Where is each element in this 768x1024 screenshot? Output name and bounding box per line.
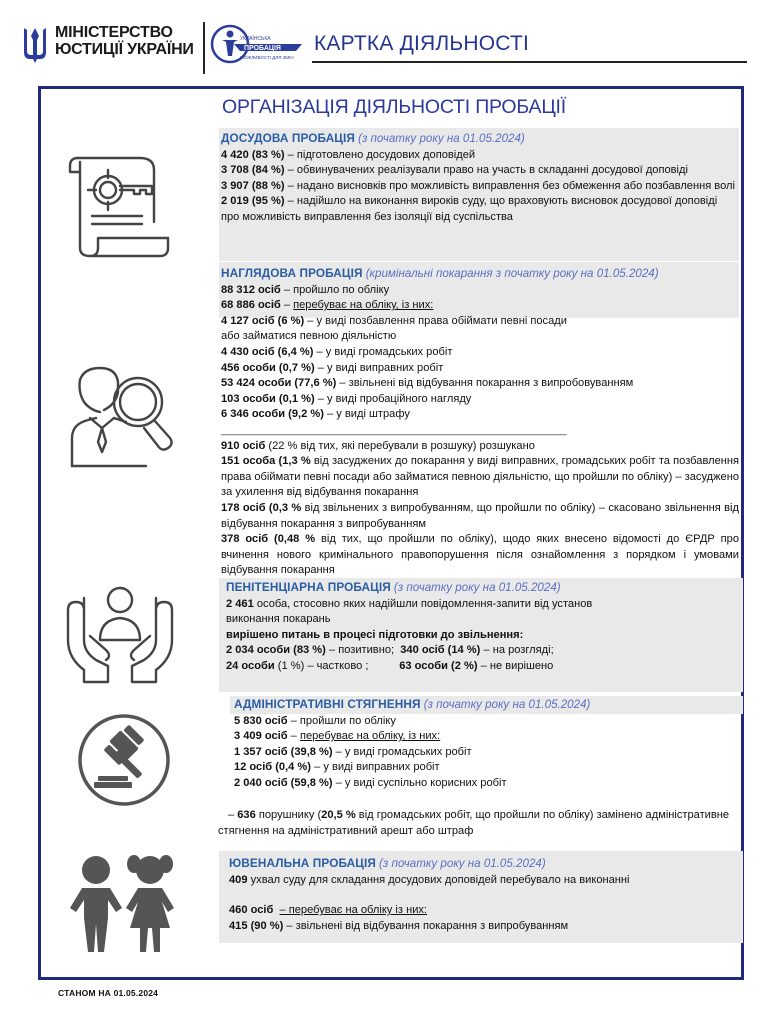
stat-value: 5 830 осіб <box>234 714 288 727</box>
gavel-icon <box>76 712 172 808</box>
list-item <box>221 439 739 455</box>
list-item <box>234 714 738 730</box>
stat-text: – у виді виправних робіт <box>311 761 440 774</box>
stat-text: – звільнені від відбування покарання з випробуванням <box>283 919 569 932</box>
pretrial-subtitle: (з початку року на 01.05.2024) <box>358 132 525 145</box>
stat-text: – у виді позбавлення права обіймати певні посади <box>304 314 567 327</box>
stat-text: – обвинувачених реалізували право на участь в складанні досудової доповіді <box>284 164 688 177</box>
magnifier-person-icon <box>66 362 178 472</box>
list-item <box>221 179 737 195</box>
as-of-date <box>58 988 158 998</box>
pretrial-heading-line <box>221 131 737 148</box>
list-item <box>221 283 739 299</box>
stat-value: 340 осіб (14 %) <box>400 644 481 657</box>
stat-text: від звільнених з випробуванням, що пройшли по обліку) – скасовано звільнення від відбування покарання з випробуванням <box>221 501 739 530</box>
header-underline <box>312 61 747 63</box>
header-divider <box>203 22 205 74</box>
list-item <box>221 501 739 532</box>
stat-text: перебуває на обліку, із них: <box>293 299 434 312</box>
supervisory-subtitle: (кримінальні покарання з початку року на 01.05.2024) <box>365 267 659 280</box>
list-item <box>221 194 737 225</box>
penitentiary-subtitle: (з початку року на 01.05.2024) <box>393 581 561 594</box>
stat-text: ухвал суду для складання досудових доповідей перебувало на виконанні <box>247 873 630 886</box>
stat-text: – надано висновків про можливість виправлення без обмеження або позбавлення волі <box>284 179 735 192</box>
penitentiary-heading-line <box>226 580 738 597</box>
stat-text: особа, стосовно яких надійшли повідомлення-запити від установ <box>253 597 593 610</box>
stat-value: 2 461 <box>226 597 254 610</box>
juvenile-section <box>229 856 739 934</box>
stat-text: – <box>287 730 300 743</box>
penitentiary-section <box>226 580 738 675</box>
stat-value: 415 (90 %) <box>229 919 284 932</box>
stat-text: – надійшло на виконання вироків суду, що враховують висновок досудової доповіді про можливість виправлення без ізоляції від суспільства <box>221 195 718 223</box>
stat-value: 151 особа (1,3 % <box>221 455 311 468</box>
list-item <box>221 163 737 179</box>
list-item <box>221 148 737 164</box>
stat-value: 4 430 осіб (6,4 %) <box>221 345 314 358</box>
list-item <box>221 361 739 377</box>
juvenile-heading-line <box>229 856 739 873</box>
stat-value: 3 708 (84 %) <box>221 164 285 177</box>
list-item <box>221 345 739 361</box>
administrative-heading-line <box>234 697 738 714</box>
stat-text: – звільнені від відбування покарання з випробовуванням <box>336 377 634 390</box>
stat-text: від громадських робіт, що пройшли по обліку) замінено адміністративне стягнення на адміністративний арешт або штраф <box>218 809 730 837</box>
trident-icon <box>22 26 48 64</box>
stat-value: 63 особи (2 %) <box>399 659 478 672</box>
penitentiary-heading: ПЕНІТЕНЦІАРНА ПРОБАЦІЯ <box>226 580 391 594</box>
separator-line: ________________________________________________________ <box>221 423 567 436</box>
stat-text: – у виді виправних робіт <box>314 361 444 374</box>
list-item <box>221 392 739 408</box>
administrative-subtitle: (з початку року на 01.05.2024) <box>423 698 591 711</box>
list-item <box>226 659 738 675</box>
probation-logo-icon <box>210 20 306 68</box>
stat-text: – пройшли по обліку <box>287 714 396 727</box>
stat-value: 4 127 осіб (6 %) <box>221 314 305 327</box>
stat-text: – у виді штрафу <box>323 408 410 421</box>
juvenile-heading: ЮВЕНАЛЬНА ПРОБАЦІЯ <box>229 856 376 870</box>
list-item <box>221 376 739 392</box>
list-item-continuation: виконання покарань <box>226 613 331 626</box>
stat-value: 4 420 (83 %) <box>221 148 285 161</box>
list-item <box>234 745 738 761</box>
spacer <box>229 888 739 903</box>
stat-value: 409 <box>229 873 248 886</box>
stat-text: – пройшло по обліку <box>280 283 390 296</box>
stat-text: – позитивно; <box>325 644 395 657</box>
stat-value: 178 осіб (0,3 % <box>221 501 302 514</box>
stat-value: 460 осіб <box>229 904 274 917</box>
stat-text: – не вирішено <box>477 659 554 672</box>
children-icon <box>64 852 182 954</box>
stat-value: 24 особи <box>226 659 275 672</box>
ministry-line-2: ЮСТИЦІЇ УКРАЇНИ <box>55 41 194 58</box>
administrative-heading: АДМІНІСТРАТИВНІ СТЯГНЕННЯ <box>234 697 421 711</box>
ministry-line-1: МІНІСТЕРСТВО <box>55 24 173 41</box>
stat-text: – <box>228 809 238 821</box>
stat-text: – <box>280 299 294 312</box>
stat-value: 1 357 осіб (39,8 %) <box>234 745 333 758</box>
stat-value: 3 907 (88 %) <box>221 179 285 192</box>
list-item-bold: вирішено питань в процесі підготовки до звільнення: <box>226 628 524 641</box>
stat-text: від тих, що пройшли по обліку), щодо яких внесено відомості до ЄРДР про вчинення нового кримінального правопорушення після ознайомлення з порядком і умовами відбування покарання <box>221 533 739 577</box>
administrative-replacement-note <box>218 808 738 839</box>
stat-value: 3 409 осіб <box>234 730 288 743</box>
probation-logo-small: УКРАЇНСЬКА <box>240 36 271 42</box>
stat-text: порушнику ( <box>255 809 322 821</box>
stat-value: 6 346 особи (9,2 %) <box>221 408 324 421</box>
stat-value: 636 <box>237 809 256 821</box>
ministry-name <box>55 24 194 58</box>
administrative-section <box>234 697 738 792</box>
supervisory-section <box>221 266 739 579</box>
list-item <box>229 919 739 935</box>
stat-text: – у виді громадських робіт <box>313 345 453 358</box>
stat-text: перебуває на обліку, із них: <box>299 730 441 743</box>
card-title: КАРТКА ДІЯЛЬНОСТІ <box>314 32 530 55</box>
list-item <box>221 314 739 330</box>
stat-value: 12 осіб (0,4 %) <box>234 761 311 774</box>
stat-text: – підготовлено досудових доповідей <box>284 148 476 161</box>
list-item <box>226 597 738 613</box>
stat-value: 2 034 особи (83 %) <box>226 644 326 657</box>
stat-value: 88 312 осіб <box>221 283 281 296</box>
list-item <box>221 298 739 314</box>
juvenile-subtitle: (з початку року на 01.05.2024) <box>379 857 546 870</box>
probation-logo-tagline: МОЖЛИВОСТІ ДЛЯ ЗМІН <box>240 55 294 60</box>
stat-value: 910 осіб <box>221 439 266 452</box>
stat-value: 456 особи (0,7 %) <box>221 361 315 374</box>
list-item <box>221 532 739 579</box>
stat-text: – у виді громадських робіт <box>332 745 472 758</box>
stat-value: 378 осіб (0,48 % <box>221 533 316 546</box>
list-item <box>226 643 738 659</box>
supervisory-heading-line <box>221 266 739 283</box>
stat-value: 68 886 осіб <box>221 299 281 312</box>
pretrial-section <box>221 131 737 226</box>
hands-person-icon <box>62 578 178 686</box>
stat-text: (22 % від тих, які перебували в розшуку) розшукано <box>265 439 535 452</box>
list-item <box>221 407 739 423</box>
stat-text: – на розгляді; <box>480 644 554 657</box>
document-key-icon <box>68 152 178 262</box>
stat-text: – у виді пробаційного нагляду <box>314 392 472 405</box>
main-title: ОРГАНІЗАЦІЯ ДІЯЛЬНОСТІ ПРОБАЦІЇ <box>222 96 566 118</box>
stat-value: 103 особи (0,1 %) <box>221 392 315 405</box>
pretrial-heading: ДОСУДОВА ПРОБАЦІЯ <box>221 131 355 145</box>
stat-value: 53 424 особи (77,6 %) <box>221 377 337 390</box>
stat-text: (1 %) – частково ; <box>274 659 369 672</box>
list-item <box>234 760 738 776</box>
stat-text: – у виді суспільно корисних робіт <box>332 776 507 789</box>
as-of-label: СТАНОМ НА <box>58 988 111 998</box>
list-item <box>221 454 739 501</box>
as-of-value: 01.05.2024 <box>113 988 159 998</box>
list-item <box>234 729 738 745</box>
stat-text: – перебуває на обліку із них: <box>279 904 428 917</box>
probation-logo-main: ПРОБАЦІЯ <box>244 45 281 52</box>
stat-value: 2 040 осіб (59,8 %) <box>234 776 333 789</box>
list-item <box>229 873 739 889</box>
stat-text: від засуджених до покарання у виді виправних, громадських робіт та позбавлення права обіймати певні посади або займатися певною діяльністю, що пройшли по обліку) – засуджено за ухилення від відбування покарання <box>221 455 739 499</box>
list-item-continuation: або займатися певною діяльністю <box>221 330 397 343</box>
supervisory-heading: НАГЛЯДОВА ПРОБАЦІЯ <box>221 266 363 280</box>
list-item <box>229 903 739 919</box>
list-item <box>234 776 738 792</box>
stat-value: 2 019 (95 %) <box>221 195 285 208</box>
stat-value: 20,5 % <box>321 809 356 821</box>
